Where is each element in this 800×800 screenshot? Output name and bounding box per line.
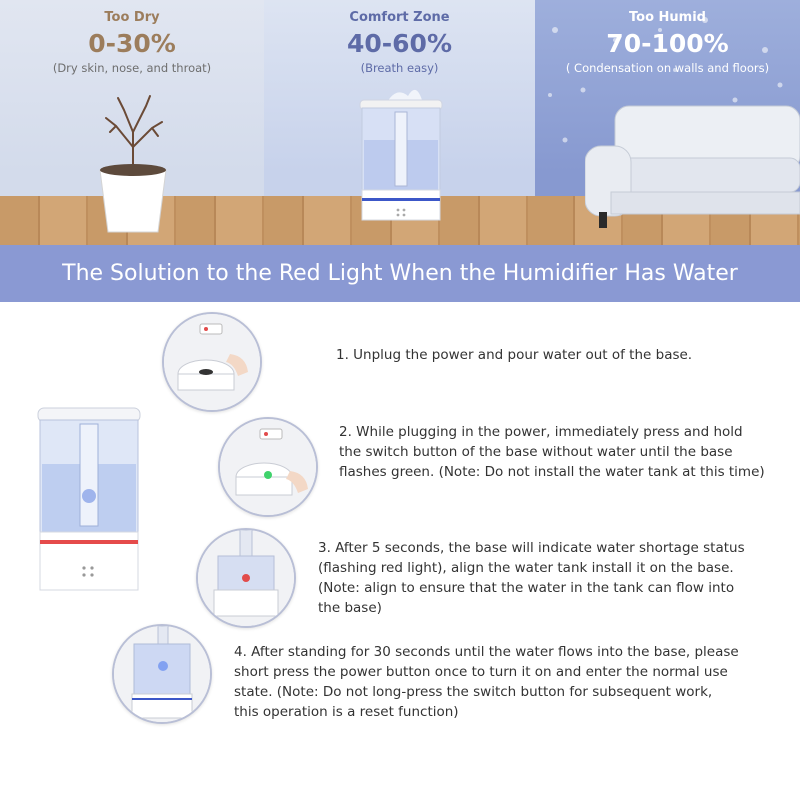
zone-note: ( Condensation on walls and floors) [565, 61, 770, 75]
zone-note: (Breath easy) [360, 61, 439, 75]
step-1-image [162, 312, 262, 412]
dry-plant-illustration [88, 92, 178, 237]
zone-range: 70-100% [606, 29, 729, 58]
zone-range: 0-30% [88, 29, 176, 58]
zone-range: 40-60% [346, 29, 452, 58]
step-4-text: 4. After standing for 30 seconds until the water flows into the base, please short press the power button once to turn it on and enter the normal use state. (Note: Do not long-press the switch button for subsequent work, this operation is a reset function) [234, 644, 739, 720]
zone-label: Comfort Zone [349, 10, 450, 25]
step-1-text: 1. Unplug the power and pour water out of the base. [336, 347, 693, 363]
step-2-image [218, 417, 318, 517]
zone-note: (Dry skin, nose, and throat) [52, 61, 212, 75]
zone-label: Too Dry [104, 10, 160, 25]
sofa-illustration [585, 100, 800, 235]
zone-comfort [264, 0, 535, 245]
zone-too-dry [0, 0, 264, 245]
zone-too-humid [535, 0, 800, 245]
step-4-image [112, 624, 212, 724]
humidifier-product-image [30, 402, 148, 598]
solution-banner: The Solution to the Red Light When the Humidifier Has Water [0, 245, 800, 302]
step-3-text: 3. After 5 seconds, the base will indicate water shortage status (flashing red light), align the water tank install it on the base. (Note: align to ensure that the water in the tank can flow into the base) [318, 540, 745, 616]
step-3-image [196, 528, 296, 628]
step-2-text: 2. While plugging in the power, immediately press and hold the switch button of the base without water until the base flashes green. (Note: Do not install the water tank at this time) [339, 424, 765, 480]
humidifier-illustration [356, 86, 446, 236]
zone-label: Too Humid [629, 10, 706, 25]
humidity-zones [0, 0, 800, 245]
